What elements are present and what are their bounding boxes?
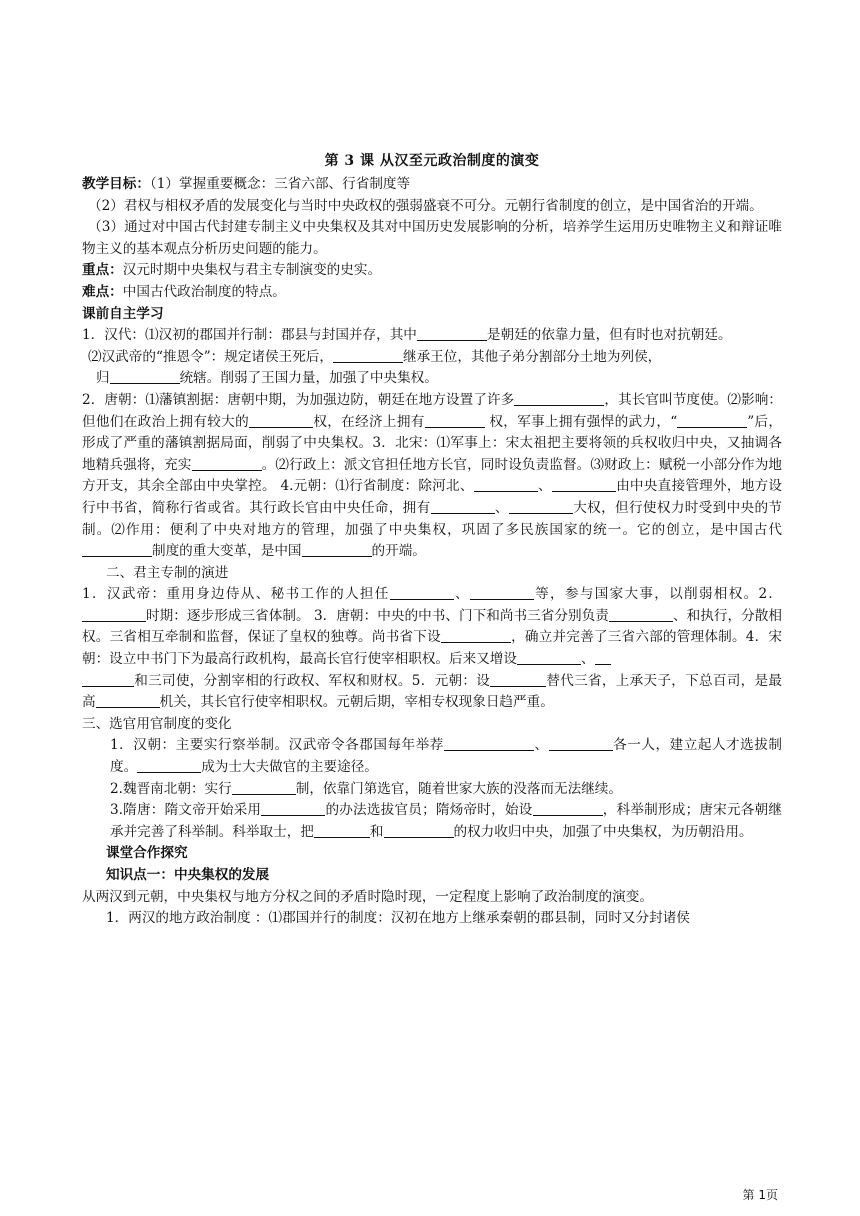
answer-blank[interactable] <box>431 499 495 514</box>
goal-3: （3）通过对中国古代封建专制主义中央集权及其对中国历史发展影响的分析，培养学生运用历史唯物主义和辩证唯物主义的基本观点分析历史问题的能力。 <box>82 219 782 257</box>
difficulty-text: 中国古代政治制度的特点。 <box>122 283 286 300</box>
answer-blank[interactable] <box>82 607 146 622</box>
goal-2: （2）君权与相权矛盾的发展变化与当时中央政权的强弱盛衰不可分。元朝行省制度的创立，是中国省治的开端。 <box>88 197 763 214</box>
answer-blank[interactable] <box>417 326 487 341</box>
key-point <box>82 260 782 282</box>
key-text: 汉元时期中央集权与君主专制演变的史实。 <box>122 262 382 279</box>
answer-blank[interactable] <box>677 413 747 428</box>
answer-blank[interactable] <box>549 736 613 751</box>
answer-blank[interactable] <box>232 780 296 795</box>
answer-blank[interactable] <box>390 585 454 600</box>
answer-blank[interactable] <box>96 693 160 708</box>
answer-blank[interactable] <box>517 650 581 665</box>
difficulty-label: 难点： <box>82 283 123 300</box>
answer-blank[interactable] <box>302 542 372 557</box>
paragraph-wei-jin: 2.魏晋南北朝：实行 制，依靠门第选官，随着世家大族的没落而无法继续。 <box>110 780 622 797</box>
answer-blank[interactable] <box>609 607 673 622</box>
answer-blank[interactable] <box>514 391 604 406</box>
answer-blank[interactable] <box>82 672 134 687</box>
answer-blank[interactable] <box>192 456 262 471</box>
lesson-title: 第 3 课 从汉至元政治制度的演变 <box>324 153 540 169</box>
answer-blank[interactable] <box>314 823 370 838</box>
answer-blank[interactable] <box>552 477 616 492</box>
paragraph-tuien-2: 归 统辖。削弱了王国力量，加强了中央集权。 <box>96 370 438 387</box>
knowledge-point-1: 知识点一：中央集权的发展 <box>106 867 270 883</box>
paragraph-sui-tang: 3.隋唐：隋文帝开始采用 的办法选拔官员；隋炀帝时，始设 ，科举制形成；唐宋元各朝继承并完善了科举制。科举取士，把 和 的权力收归中央，加强了中央集权，为历朝沿用。 <box>110 802 782 840</box>
paragraph-monarchy-2: 和三司使，分割宰相的行政权、军权和财权。5．元朝：设 替代三省，上承天子，下总百司，是最高 机关，其长官行使宰相职权。元朝后期，宰相专权现象日趋严重。 <box>82 672 782 711</box>
answer-blank[interactable] <box>261 801 325 816</box>
goal-1: （1）掌握重要概念：三省六部、行省制度等 <box>149 176 411 192</box>
paragraph-monarchy: 1．汉武帝：重用身边侍从、秘书工作的人担任 、 等，参与国家大事，以削弱相权。2．时期：逐步形成三省体制。 3．唐朝：中央的中书、门下和尚书三省分别负责 、和执行，分散相权。三省相互牵制和监督，保证了皇权的独尊。尚书省下设 ，确立并完善了三省六部的管理体制。4．宋朝：设立中书门下为最高行政机构，最高长官行使宰相职权。后来又增设 、 <box>82 586 783 668</box>
paragraph-han-selection: 1．汉朝：主要实行察举制。汉武帝令各郡国每年举荐 、 各一人，建立起人才选拔制度。 成为士大夫做官的主要途径。 <box>110 737 783 776</box>
preview-heading: 课前自主学习 <box>82 305 164 322</box>
answer-blank[interactable] <box>509 499 573 514</box>
answer-blank[interactable] <box>384 823 454 838</box>
answer-blank[interactable] <box>82 542 152 557</box>
document-page <box>82 150 782 930</box>
goals-line-1 <box>82 174 782 196</box>
paragraph-two-han: 1．两汉的地方政治制度 ：⑴郡国并行的制度：汉初在地方上继承秦朝的郡县制，同时又分封诸侯 <box>106 910 690 927</box>
answer-blank[interactable] <box>474 477 538 492</box>
answer-blank[interactable] <box>425 413 485 428</box>
cooperation-heading: 课堂合作探究 <box>106 845 188 862</box>
page-number: 第 1页 <box>742 1188 778 1202</box>
answer-blank[interactable] <box>490 672 546 687</box>
answer-blank[interactable] <box>110 369 180 384</box>
difficulty <box>82 282 782 304</box>
answer-blank[interactable] <box>533 801 603 816</box>
answer-blank[interactable] <box>249 413 313 428</box>
answer-blank[interactable] <box>470 585 534 600</box>
paragraph-tuien: ⑵汉武帝的“推恩令”：规定诸侯王死后， 继承王位，其他子弟分割部分土地为列侯， <box>88 348 662 365</box>
answer-blank[interactable] <box>137 758 201 773</box>
section-2-heading: 二、君主专制的演进 <box>106 564 229 581</box>
paragraph-tang-song-yuan: 2．唐朝：⑴藩镇割据：唐朝中期，为加强边防，朝廷在地方设置了许多 ，其长官叫节度使。⑵影响：但他们在政治上拥有较大的 权，在经济上拥有 权，军事上拥有强悍的武力，“ ”后，形成了严重的藩镇割据局面，削弱了中央集权。3．北宋：⑴军事上：宋太祖把主要将领的兵权收归中央，又抽调各地精兵强将，充实 。⑵行政上：派文官担任地方长官，同时设负责监督。⑶财政上：赋税一小部分作为地方开支，其余全部由中央掌控。 4.元朝：⑴行省制度：除河北、 、 由中央直接管理外，地方设行中书省，简称行省或省。其行政长官由中央任命，拥有 、 大权，但行使权力时受到中央的节制。⑵作用：便利了中央对地方的管理，加强了中央集权，巩固了多民族国家的统一。它的创立，是中国古代制度的重大变革，是中国 的开端。 <box>82 391 783 560</box>
key-label: 重点： <box>82 262 123 279</box>
section-3-heading: 三、选官用官制度的变化 <box>82 715 232 732</box>
paragraph-intro: 从两汉到元朝，中央集权与地方分权之间的矛盾时隐时现，一定程度上影响了政治制度的演变。 <box>82 888 653 905</box>
answer-blank[interactable] <box>444 736 534 751</box>
answer-blank[interactable] <box>333 348 403 363</box>
goals-label: 教学目标： <box>82 176 150 192</box>
answer-blank[interactable] <box>441 628 511 643</box>
answer-blank[interactable] <box>595 650 611 665</box>
paragraph-han: 1．汉代：⑴汉初的郡国并行制：郡县与封国并存，其中 是朝廷的依靠力量，但有时也对抗朝廷。 <box>82 327 732 344</box>
